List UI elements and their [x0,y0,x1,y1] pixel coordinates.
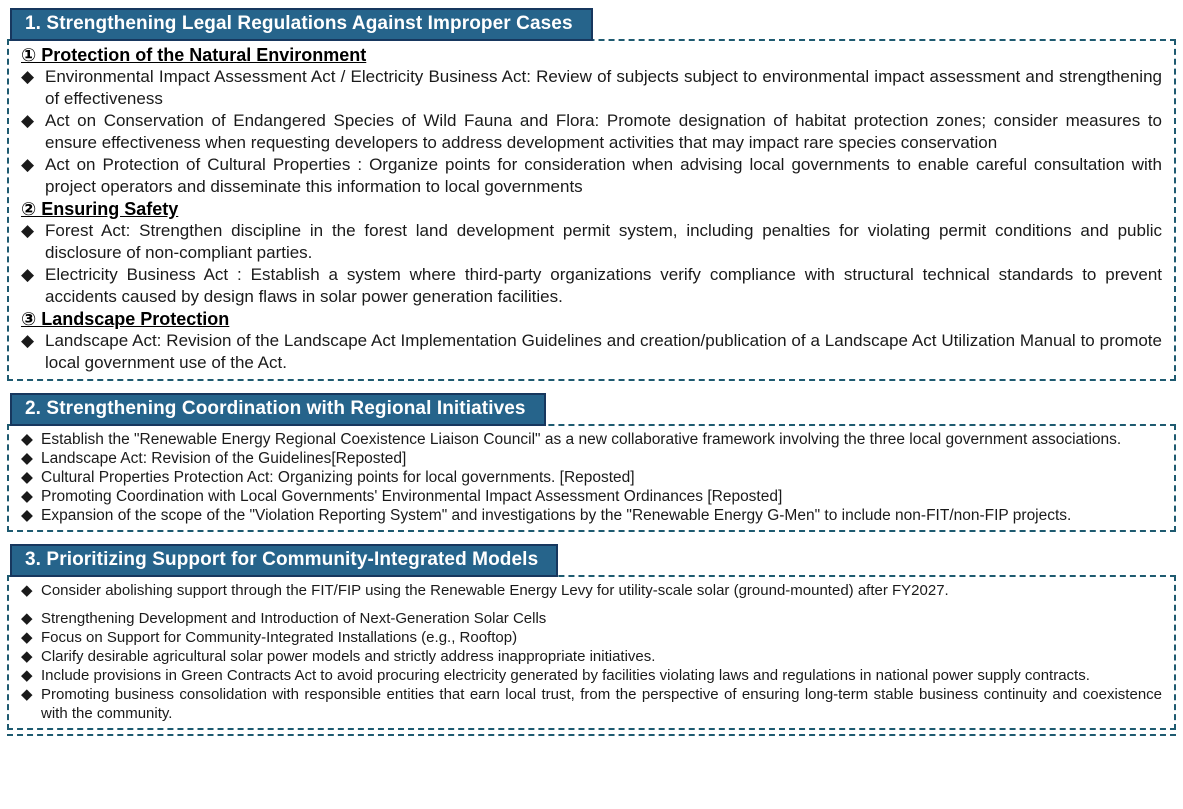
bullet-text: Strengthening Development and Introduction of Next-Generation Solar Cells [41,610,547,627]
bullet-text: Act on Protection of Cultural Properties : Organize points for consideration when advising local governments to enable careful consultation with project operators and disseminate this information to local governments [45,155,1162,196]
bullet-text: Landscape Act: Revision of the Landscape Act Implementation Guidelines and creation/publication of a Landscape Act Utilization Manual to promote local government use of the Act. [45,331,1162,372]
cut-off-box-top-border [7,734,1176,738]
bullet-text: Electricity Business Act : Establish a system where third-party organizations verify compliance with structural technical standards to prevent accidents caused by design flaws in solar power generation facilities. [45,265,1162,306]
bullet-text: Environmental Impact Assessment Act / Electricity Business Act: Review of subjects subject to environmental impact assessment and strengthening of effectiveness [45,67,1162,108]
section-3-content-box [7,575,1176,730]
diamond-bullet-icon: ◆ [21,221,35,240]
bullet-text: Focus on Support for Community-Integrated Installations (e.g., Rooftop) [41,629,518,646]
bullet-text: Establish the "Renewable Energy Regional Coexistence Liaison Council" as a new collaborative framework involving the three local government associations. [41,431,1122,448]
bullet-item [21,647,1162,666]
section-3-header: 3. Prioritizing Support for Community-Integrated Models [10,544,558,577]
section-2-header: 2. Strengthening Coordination with Regional Initiatives [10,393,546,426]
diamond-bullet-icon: ◆ [21,111,35,130]
section-3 [0,544,1183,730]
diamond-bullet-icon: ◆ [21,155,35,174]
bullet-text: Expansion of the scope of the "Violation Reporting System" and investigations by the "Renewable Energy G-Men" to include non-FIT/non-FIP projects. [41,507,1072,524]
bullet-item [21,581,1162,600]
bullet-item [21,628,1162,647]
subsection-heading: ② Ensuring Safety [21,199,179,219]
diamond-bullet-icon: ◆ [21,610,33,627]
bullet-item [21,506,1162,525]
bullet-text: Forest Act: Strengthen discipline in the forest land development permit system, including penalties for violating permit conditions and public disclosure of non-compliant parties. [45,221,1162,262]
diamond-bullet-icon: ◆ [21,469,33,486]
section-2-header-row [0,393,1183,426]
bullet-text: Cultural Properties Protection Act: Organizing points for local governments. [Reposted] [41,469,635,486]
bullet-item [21,110,1162,154]
bullet-item [21,330,1162,374]
bullet-item [21,449,1162,468]
bullet-text: Promoting business consolidation with responsible entities that earn local trust, from the perspective of ensuring long-term stable business continuity and coexistence with the community. [41,686,1162,722]
diamond-bullet-icon: ◆ [21,507,33,524]
subsection-heading: ① Protection of the Natural Environment [21,45,367,65]
bullet-item [21,666,1162,685]
bullet-item [21,487,1162,506]
sections-container [0,8,1183,730]
bullet-text: Landscape Act: Revision of the Guidelines[Reposted] [41,450,407,467]
diamond-bullet-icon: ◆ [21,67,35,86]
section-1 [0,8,1183,381]
bullet-item [21,609,1162,628]
bullet-text: Promoting Coordination with Local Governments' Environmental Impact Assessment Ordinances [Reposted] [41,488,783,505]
section-3-header-row [0,544,1183,577]
diamond-bullet-icon: ◆ [21,667,33,684]
bullet-text: Act on Conservation of Endangered Species of Wild Fauna and Flora: Promote designation of habitat protection zones; consider measures to ensure effectiveness when requesting developers to address development activities that may impact rare species conservation [45,111,1162,152]
diamond-bullet-icon: ◆ [21,686,33,703]
bullet-item [21,264,1162,308]
bullet-item [21,468,1162,487]
diamond-bullet-icon: ◆ [21,648,33,665]
section-1-header-row [0,8,1183,41]
diamond-bullet-icon: ◆ [21,488,33,505]
diamond-bullet-icon: ◆ [21,582,33,599]
bullet-item [21,220,1162,264]
diamond-bullet-icon: ◆ [21,331,35,350]
bullet-text: Clarify desirable agricultural solar power models and strictly address inappropriate initiatives. [41,648,656,665]
bullet-item [21,685,1162,723]
diamond-bullet-icon: ◆ [21,629,33,646]
bullet-item [21,154,1162,198]
bullet-item [21,430,1162,449]
section-1-content-box [7,39,1176,381]
diamond-bullet-icon: ◆ [21,450,33,467]
section-2 [0,393,1183,532]
diamond-bullet-icon: ◆ [21,265,35,284]
bullet-item [21,66,1162,110]
section-2-content-box [7,424,1176,532]
bullet-text: Consider abolishing support through the FIT/FIP using the Renewable Energy Levy for utility-scale solar (ground-mounted) after FY2027. [41,582,949,599]
diamond-bullet-icon: ◆ [21,431,33,448]
section-1-header: 1. Strengthening Legal Regulations Against Improper Cases [10,8,593,41]
subsection-heading: ③ Landscape Protection [21,309,230,329]
bullet-text: Include provisions in Green Contracts Act to avoid procuring electricity generated by facilities violating laws and regulations in national power supply contracts. [41,667,1090,684]
